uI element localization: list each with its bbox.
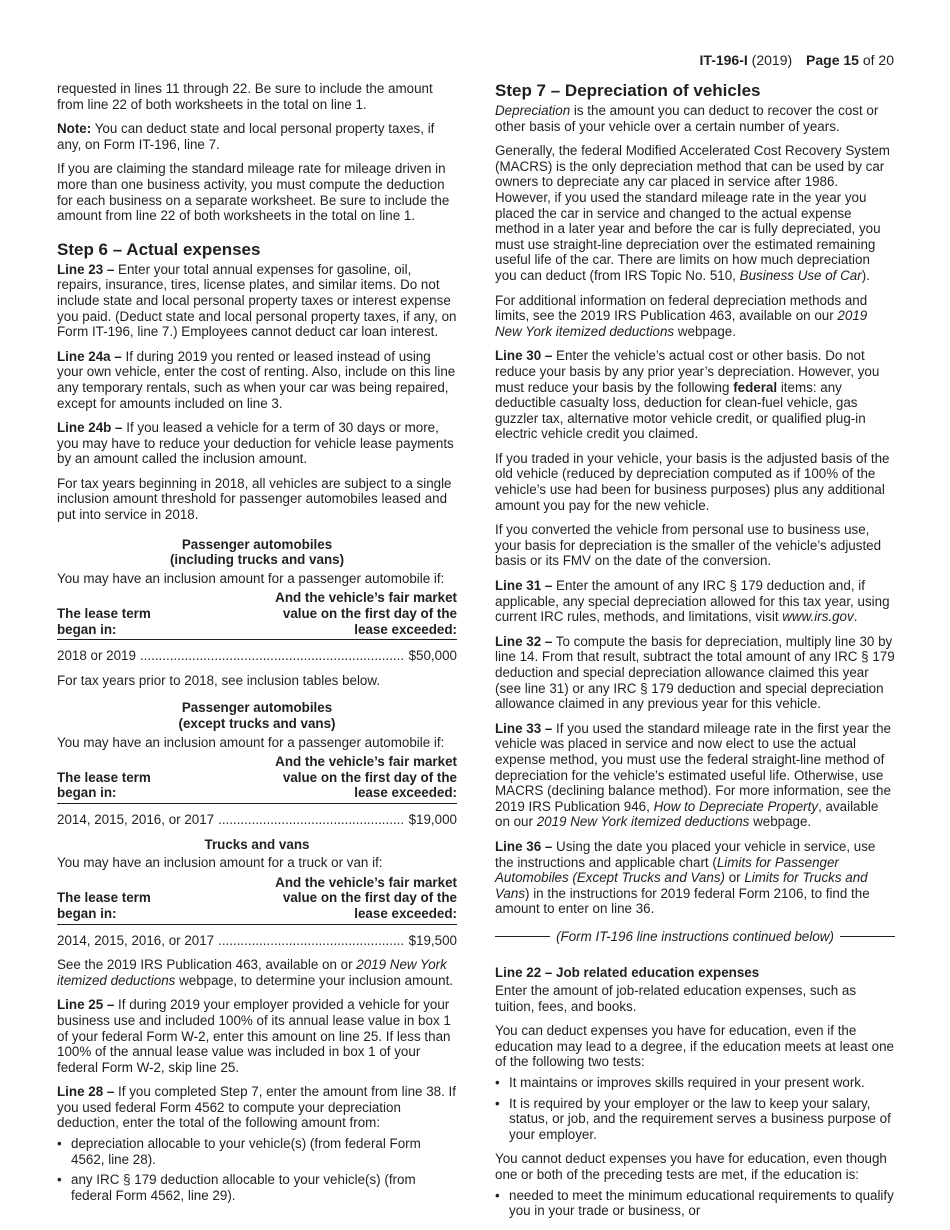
line36-text: Using the date you placed your vehicle in service, use the instructions and applicable chart ( (495, 838, 876, 870)
table2-row (57, 812, 457, 828)
note-paragraph (57, 121, 457, 152)
line36-end: ) in the instructions for 2019 federal Form 2106, to find the amount to enter on line 36. (495, 885, 870, 917)
table1-row-value: $50,000 (408, 648, 457, 664)
line33-paragraph (495, 721, 895, 830)
leader-dots (140, 648, 403, 664)
list-item: • needed to meet the minimum educational requirements to qualify you in your trade or business, or (495, 1188, 895, 1219)
continued-note: (Form IT-196 line instructions continued below) (556, 928, 834, 944)
intro-paragraph: requested in lines 11 through 22. Be sure to include the amount from line 22 of both worksheets in the total on line 1. (57, 81, 433, 112)
page-label: Page 15 (806, 52, 859, 68)
line36-chart2: Limits for Trucks and Vans (495, 870, 868, 901)
table2-title-line1: Passenger automobiles (181, 700, 333, 716)
taxyears-paragraph: For tax years beginning in 2018, all vehicles are subject to a single inclusion amount threshold for passenger automobiles leased and put into service in 2018. (57, 475, 452, 523)
form-year: (2019) (751, 52, 793, 68)
table2-row-value: $19,000 (408, 811, 457, 827)
list-item: • any IRC § 179 deduction allocable to your vehicle(s) (from federal Form 4562, line 29). (57, 1172, 457, 1203)
right-column (495, 81, 895, 1228)
table1-col-left: The lease term began in: (57, 606, 151, 637)
addl-text: For additional information on federal depreciation methods and limits, see the 2019 IRS Publication 463, available on our (495, 292, 868, 324)
cannot-deduct-bullets (495, 1188, 895, 1219)
pub463-link-text: 2019 New York itemized deductions (57, 957, 447, 988)
list-item: • It is required by your employer or the law to keep your salary, status, or job, and the requirement serves a business purpose of your employer. (495, 1096, 895, 1143)
line24a-paragraph (57, 349, 457, 411)
macrs-topic: Business Use of Car (739, 267, 862, 283)
education-paragraph: You can deduct expenses you have for education, even if the education may lead to a degree, if the education meets at least one of the following two tests: (495, 1023, 895, 1070)
table2-row-label: 2014, 2015, 2016, or 2017 (57, 811, 215, 827)
line24b-paragraph (57, 420, 457, 467)
macrs-end: ). (861, 267, 870, 283)
line36-label: Line 36 – (495, 838, 553, 854)
page-header (700, 53, 894, 69)
step6-title: Step 6 – Actual expenses (57, 239, 261, 259)
line30-paragraph (495, 348, 895, 442)
table3-title (57, 837, 457, 853)
line22-title: Line 22 – Job related education expenses (495, 964, 760, 980)
table2-title-line2: (except trucks and vans) (178, 716, 336, 731)
left-column (57, 81, 457, 1212)
table3-header (57, 875, 457, 925)
table2-col-left: The lease term began in: (57, 769, 151, 801)
line28-paragraph (57, 1084, 457, 1131)
line33-link-text: 2019 New York itemized deductions (536, 814, 750, 830)
line24b-text: If you leased a vehicle for a term of 30 days or more, you may have to reduce your deduction for vehicle lease payments by an amount called the inclusion amount. (57, 420, 454, 467)
line36-or: or (724, 870, 745, 886)
divider-line (495, 936, 550, 937)
leader-dots (218, 812, 402, 828)
irs-website: www.irs.gov (782, 609, 854, 625)
additional-info-paragraph (495, 293, 895, 340)
prior-years-paragraph: For tax years prior to 2018, see inclusion tables below. (57, 672, 381, 688)
pub463-text-a: See the 2019 IRS Publication 463, available on or (57, 957, 357, 973)
line32-paragraph (495, 634, 895, 712)
table1-header (57, 590, 457, 640)
line31-text: Enter the amount of any IRC § 179 deduction and, if applicable, any special depreciation allowed for this tax year, using current IRC rules, methods, and limitations, visit (495, 578, 890, 625)
note-label: Note: (57, 121, 92, 137)
table1-row (57, 648, 457, 664)
line24a-text: If during 2019 you rented or leased instead of using your own vehicle, enter the cost of renting. Also, include on this line any temporary rentals, such as when your car was being repaired, except for amounts included on line 3. (57, 348, 456, 411)
table2-header (57, 754, 457, 804)
page-of: of 20 (862, 52, 894, 68)
table1-col-right: And the vehicle’s fair market value on the first day of the lease exceeded: (275, 590, 457, 637)
line28-text: If you completed Step 7, enter the amount from line 38. If you used federal Form 4562 to compute your depreciation deduction, enter the total of the following amount from: (57, 1084, 456, 1131)
line23-label: Line 23 – (57, 261, 115, 277)
traded-paragraph: If you traded in your vehicle, your basis is the adjusted basis of the old vehicle (reduced by depreciation computed as if 100% of the vehicle’s use had been for business purposes) plus any additional amount you pay for the new vehicle. (495, 450, 890, 513)
line32-label: Line 32 – (495, 633, 553, 649)
depreciation-paragraph (495, 103, 895, 134)
addl-end: webpage. (674, 323, 736, 339)
line24b-label: Line 24b – (57, 420, 123, 436)
addl-link-text: 2019 New York itemized deductions (495, 308, 868, 339)
list-item: • It maintains or improves skills required in your present work. (495, 1075, 895, 1091)
line30-label: Line 30 – (495, 348, 553, 364)
table1-title-line2: (including trucks and vans) (169, 552, 345, 568)
line30-text-c: items: any deductible casualty loss, deduction for clean-fuel vehicle, gas guzzler tax, alternative motor vehicle credit, or qualified plug-in electric vehicle credit you claimed. (495, 379, 866, 442)
line36-chart1: Limits for Passenger Automobiles (Except Trucks and Vans) (495, 854, 839, 886)
line25-text: If during 2019 your employer provided a vehicle for your business use and included 100% of its annual lease value in box 1 of your federal Form W-2, enter this amount on line 25. If less than 100% of the annual lease value was included in box 1 of your federal Form W-2, skip line 25. (57, 997, 451, 1075)
divider-line (840, 936, 895, 937)
line28-label: Line 28 – (57, 1084, 115, 1100)
continued-divider (495, 929, 895, 945)
pub463-text-b: webpage, to determine your inclusion amount. (175, 972, 454, 988)
mileage-paragraph: If you are claiming the standard mileage rate for mileage driven in more than one business activity, you must compute the deduction for each business on a separate worksheet. Be sure to include the amount from line 22 of both worksheets in the total on line 1. (57, 161, 450, 224)
line32-text: To compute the basis for depreciation, multiply line 30 by line 14. From that result, subtract the total amount of any IRC § 179 deduction and special depreciation allowance claimed this year (see line 31) or any IRC § 179 deduction and special depreciation allowance claimed in any previous year for this vehicle. (495, 633, 895, 712)
line31-end: . (853, 609, 858, 625)
converted-paragraph: If you converted the vehicle from personal use to business use, your basis for depreciation is the smaller of the vehicle’s adjusted basis or its FMV on the date of the conversion. (495, 522, 882, 569)
education-bullets (495, 1075, 895, 1142)
line25-paragraph (57, 997, 457, 1075)
table1-title (57, 537, 457, 568)
line33-end: webpage. (749, 814, 812, 830)
leader-dots (218, 933, 402, 949)
pub463-paragraph (57, 957, 457, 988)
table1-title-line1: Passenger automobiles (181, 536, 333, 552)
line33-label: Line 33 – (495, 720, 553, 736)
form-id: IT-196-I (699, 52, 748, 68)
line36-paragraph (495, 839, 895, 917)
line28-bullets (57, 1136, 457, 1203)
line31-label: Line 31 – (495, 578, 553, 594)
line23-paragraph (57, 262, 457, 340)
note-text: You can deduct state and local personal property taxes, if any, on Form IT-196, line 7. (57, 121, 435, 152)
list-item: • depreciation allocable to your vehicle(s) (from federal Form 4562, line 28). (57, 1136, 457, 1167)
line22-paragraph: Enter the amount of job-related education expenses, such as tuition, fees, and books. (495, 983, 857, 1014)
line24a-label: Line 24a – (57, 348, 122, 364)
step7-title: Step 7 – Depreciation of vehicles (495, 81, 761, 100)
table3-row-value: $19,500 (408, 932, 457, 948)
table2-intro: You may have an inclusion amount for a passenger automobile if: (57, 734, 445, 750)
table3-row (57, 933, 457, 949)
line31-paragraph (495, 578, 895, 625)
line33-text: If you used the standard mileage rate in the first year the vehicle was placed in service and now elect to use the actual expense method, you must use the federal straight-line method of depreciation for the vehicle’s estimated useful life. Otherwise, use MACRS (declining balance method). For more information, see the 2019 IRS Publication 946, (495, 720, 891, 814)
table3-intro: You may have an inclusion amount for a truck or van if: (57, 855, 383, 871)
table1-row-label: 2018 or 2019 (57, 648, 136, 664)
table3-col-left: The lease term began in: (57, 890, 151, 921)
line30-federal: federal (733, 379, 778, 395)
line30-text-a: Enter the vehicle’s actual cost or other basis. Do not reduce your basis by any prior year’s depreciation. However, you must reduce your basis by the following (495, 348, 880, 395)
depreciation-text: is the amount you can deduct to recover the cost or other basis of your vehicle over a certain number of years. (495, 103, 879, 134)
table2-title (57, 700, 457, 731)
line33-pub-title: How to Depreciate Property (653, 798, 819, 814)
table3-title-line1: Trucks and vans (204, 836, 310, 852)
table2-col-right: And the vehicle’s fair market value on the first day of the lease exceeded: (275, 754, 457, 801)
depreciation-term: Depreciation (495, 103, 571, 118)
line33-mid: , available on our (495, 798, 879, 830)
line23-text: Enter your total annual expenses for gasoline, oil, repairs, insurance, tires, license plates, and similar items. Do not include state and local personal property taxes or interest expense you paid. (Deduct state and local personal property taxes, if any, on Form IT-196, line 7.) Employees cannot deduct car loan interest. (57, 261, 457, 340)
line25-label: Line 25 – (57, 997, 115, 1013)
table1-intro: You may have an inclusion amount for a passenger automobile if: (57, 570, 445, 586)
cannot-deduct-paragraph: You cannot deduct expenses you have for education, even though one or both of the preceding tests are met, if the education is: (495, 1151, 887, 1183)
macrs-paragraph (495, 143, 895, 283)
table3-row-label: 2014, 2015, 2016, or 2017 (57, 932, 215, 948)
table3-col-right: And the vehicle’s fair market value on the first day of the lease exceeded: (275, 874, 457, 921)
macrs-text: Generally, the federal Modified Accelerated Cost Recovery System (MACRS) is the only depreciation method that can be used by car owners to depreciate any car placed in service after 1986. However, if you used the standard mileage rate in the year you placed the car in service and changed to the actual expense method in a later year and before the car is fully depreciated, you must use straight-line depreciation over the estimated remaining useful life of the car. There are limits on how much depreciation you can deduct (from IRS Topic No. 510, (495, 143, 890, 283)
